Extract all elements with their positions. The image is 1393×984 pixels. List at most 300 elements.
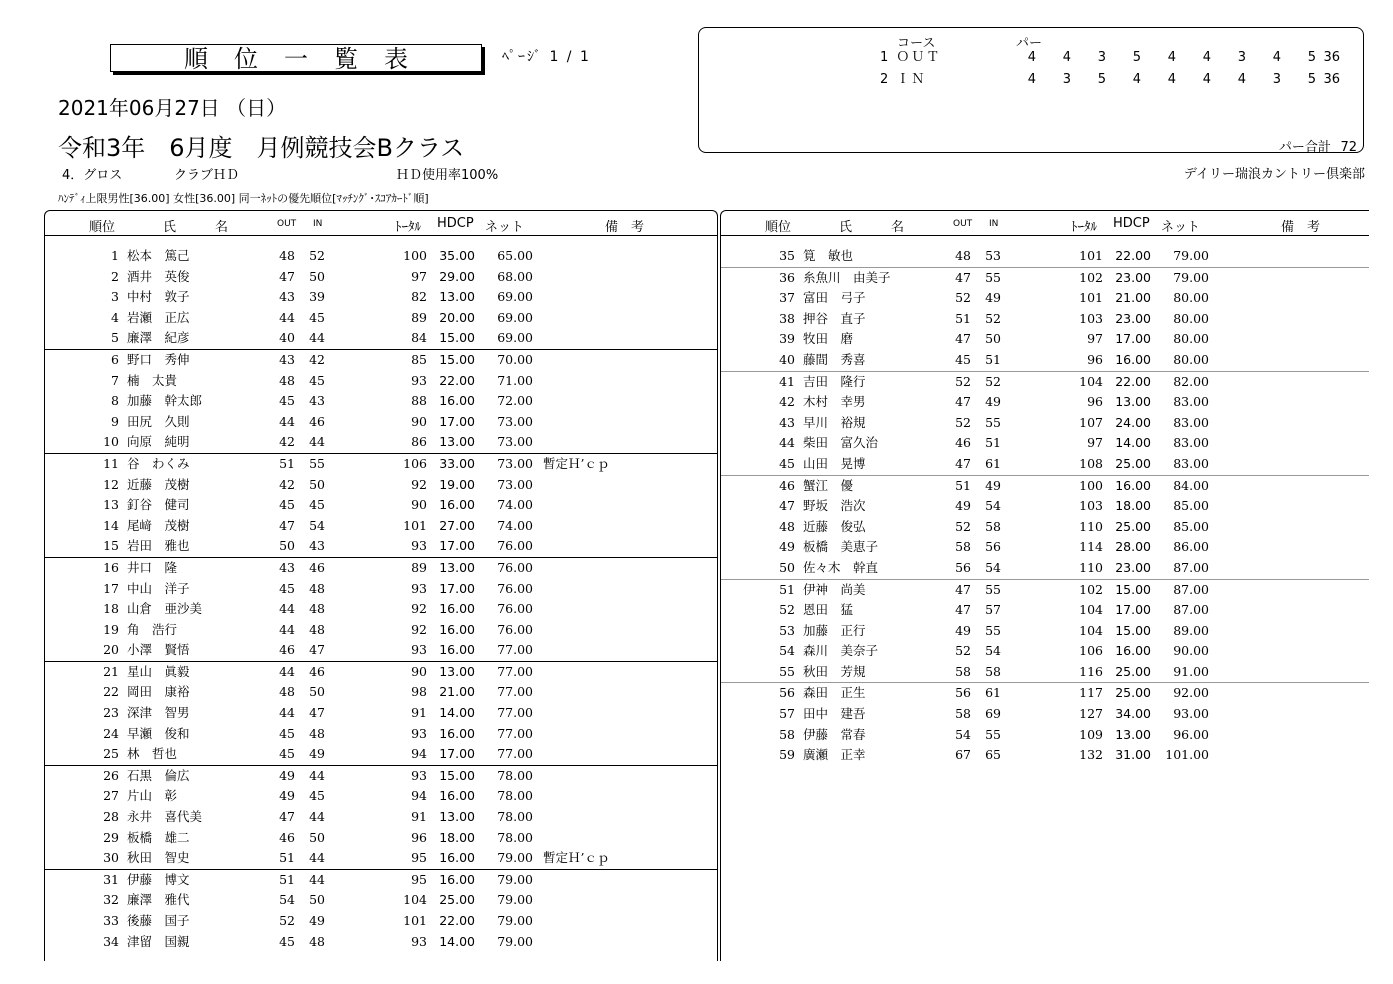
table-row	[45, 662, 717, 683]
cell-rank: 36	[779, 269, 795, 285]
header-rank: 順位	[89, 220, 116, 235]
cell-total: 100	[1079, 477, 1103, 493]
cell-total: 97	[411, 268, 427, 284]
table-row	[45, 828, 717, 849]
cell-net: 96.00	[1173, 726, 1209, 742]
cell-name: 廣瀬 正幸	[803, 747, 866, 763]
cell-net: 87.00	[1173, 581, 1209, 597]
cell-name: 恩田 猛	[803, 602, 854, 618]
cell-out: 56	[955, 685, 971, 701]
par-header: パー	[1016, 36, 1043, 51]
cell-out: 52	[279, 913, 295, 928]
cell-out: 43	[279, 351, 295, 367]
cell-name: 森田 正生	[803, 685, 866, 701]
table-row	[721, 454, 1369, 476]
cell-out: 44	[279, 601, 295, 617]
cell-name: 柴田 富久治	[803, 435, 879, 451]
cell-net: 79.00	[1173, 269, 1209, 285]
cell-out: 42	[279, 476, 295, 492]
cell-rank: 38	[779, 310, 795, 326]
table-row	[45, 558, 717, 579]
table-row	[721, 517, 1369, 538]
cell-total: 101	[403, 913, 427, 928]
cell-net: 69.00	[497, 309, 533, 325]
cell-total: 91	[411, 809, 427, 825]
cell-hdcp: 15.00	[439, 351, 475, 367]
table-row	[45, 267, 717, 288]
cell-name: 津留 国親	[127, 933, 190, 949]
cell-name: 加藤 正行	[803, 622, 866, 638]
cell-in: 44	[309, 871, 325, 887]
cell-net: 77.00	[497, 684, 533, 700]
results-table-right	[720, 210, 1369, 961]
cell-hdcp: 23.00	[1115, 310, 1151, 326]
cell-name: 小澤 賢悟	[127, 642, 190, 658]
cell-total: 93	[411, 725, 427, 741]
table-row	[721, 600, 1369, 621]
table-row	[721, 288, 1369, 309]
cell-rank: 59	[779, 747, 795, 763]
cell-total: 97	[1087, 331, 1103, 347]
cell-in: 53	[985, 248, 1001, 263]
header-name: 氏 名	[839, 220, 905, 235]
hole-par: 3	[1272, 72, 1281, 87]
cell-in: 43	[309, 393, 325, 409]
cell-out: 45	[279, 580, 295, 596]
cell-name: 秋田 智史	[127, 850, 190, 866]
cell-out: 51	[279, 850, 295, 866]
cell-out: 45	[955, 351, 971, 367]
hole-par: 5	[1097, 72, 1106, 87]
cell-out: 43	[279, 559, 295, 575]
cell-net: 77.00	[497, 705, 533, 721]
cell-name: 伊藤 博文	[127, 871, 190, 887]
cell-hdcp: 17.00	[439, 580, 475, 596]
cell-out: 51	[955, 477, 971, 493]
cell-rank: 43	[779, 414, 795, 430]
cell-in: 52	[309, 248, 325, 263]
cell-in: 56	[985, 539, 1001, 555]
cell-total: 127	[1079, 706, 1103, 722]
table-row	[721, 476, 1369, 497]
cell-name: 中村 敦子	[127, 289, 190, 305]
table-row	[721, 558, 1369, 580]
cell-name: 糸魚川 由美子	[803, 269, 891, 285]
header-net: ネット	[1161, 220, 1201, 235]
table-row	[45, 786, 717, 807]
cell-out: 46	[279, 829, 295, 845]
cell-hdcp: 16.00	[439, 788, 475, 804]
cell-net: 80.00	[1173, 331, 1209, 347]
cell-hdcp: 17.00	[1115, 602, 1151, 618]
cell-out: 44	[279, 663, 295, 679]
cell-out: 48	[955, 248, 971, 263]
cell-hdcp: 24.00	[1115, 414, 1151, 430]
cell-total: 97	[1087, 435, 1103, 451]
cell-rank: 31	[103, 871, 119, 887]
cell-hdcp: 17.00	[439, 746, 475, 762]
cell-total: 93	[411, 642, 427, 658]
cell-rank: 48	[779, 518, 795, 534]
table-row	[45, 516, 717, 537]
table-row	[721, 309, 1369, 330]
cell-total: 88	[411, 393, 427, 409]
cell-net: 78.00	[497, 809, 533, 825]
cell-out: 51	[279, 455, 295, 471]
cell-out: 52	[955, 643, 971, 659]
cell-in: 49	[985, 394, 1001, 410]
cell-hdcp: 16.00	[439, 642, 475, 658]
event-date: 2021年06月27日 （日）	[58, 96, 287, 120]
cell-name: 森川 美奈子	[803, 643, 879, 659]
cell-name: 野坂 浩次	[803, 498, 866, 514]
cell-net: 78.00	[497, 767, 533, 783]
cell-out: 47	[955, 269, 971, 285]
cell-in: 52	[985, 310, 1001, 326]
cell-hdcp: 16.00	[439, 393, 475, 409]
cell-total: 86	[411, 434, 427, 450]
cell-hdcp: 22.00	[1115, 248, 1151, 263]
table-row	[45, 682, 717, 703]
cell-in: 55	[309, 455, 325, 471]
cell-in: 44	[309, 850, 325, 866]
course-name: 2 ＩＮ	[880, 72, 927, 87]
cell-name: 田中 建吾	[803, 706, 866, 722]
cell-hdcp: 22.00	[1115, 373, 1151, 389]
cell-net: 83.00	[1173, 435, 1209, 451]
cell-rank: 55	[779, 663, 795, 679]
course-par-total: 36	[1323, 72, 1340, 87]
cell-rank: 53	[779, 622, 795, 638]
cell-rank: 30	[103, 850, 119, 866]
cell-in: 48	[309, 725, 325, 741]
cell-in: 55	[985, 581, 1001, 597]
par-total	[1279, 136, 1357, 155]
hole-par: 4	[1027, 50, 1036, 65]
cell-total: 89	[411, 309, 427, 325]
cell-total: 90	[411, 497, 427, 513]
cell-rem: 暫定Ｈ’ｃｐ	[543, 850, 610, 866]
table-row	[721, 268, 1369, 289]
cell-out: 52	[955, 518, 971, 534]
cell-hdcp: 34.00	[1115, 706, 1151, 722]
table-row	[45, 495, 717, 516]
cell-net: 77.00	[497, 725, 533, 741]
cell-rank: 57	[779, 706, 795, 722]
cell-rank: 9	[111, 413, 119, 429]
cell-out: 44	[279, 413, 295, 429]
cell-out: 44	[279, 309, 295, 325]
cell-name: 伊神 尚美	[803, 581, 866, 597]
cell-in: 54	[985, 643, 1001, 659]
cell-in: 55	[985, 269, 1001, 285]
cell-in: 55	[985, 726, 1001, 742]
cell-name: 加藤 幹太郎	[127, 393, 203, 409]
cell-name: 秋田 芳規	[803, 663, 866, 679]
cell-total: 93	[411, 767, 427, 783]
hole-par: 4	[1167, 50, 1176, 65]
cell-total: 93	[411, 538, 427, 554]
cell-rank: 24	[103, 725, 119, 741]
handicap-type: クラブＨＤ	[174, 168, 240, 183]
table-row	[45, 848, 717, 870]
cell-out: 47	[279, 517, 295, 533]
cell-out: 47	[955, 394, 971, 410]
hole-par: 4	[1202, 50, 1211, 65]
cell-total: 104	[1079, 622, 1103, 638]
cell-total: 102	[1079, 269, 1103, 285]
table-rows	[721, 246, 1369, 766]
cell-name: 廉澤 紀彦	[127, 330, 190, 346]
cell-in: 61	[985, 455, 1001, 471]
cell-in: 42	[309, 351, 325, 367]
cell-rank: 12	[103, 476, 119, 492]
cell-in: 39	[309, 289, 325, 305]
table-row	[45, 391, 717, 412]
cell-net: 69.00	[497, 289, 533, 305]
cell-in: 50	[309, 476, 325, 492]
table-row	[45, 412, 717, 433]
cell-name: 松本 篤己	[127, 248, 190, 263]
header-remarks: 備 考	[605, 220, 645, 235]
cell-total: 103	[1079, 498, 1103, 514]
cell-name: 筧 敏也	[803, 248, 854, 263]
cell-net: 91.00	[1173, 663, 1209, 679]
table-row	[721, 704, 1369, 725]
cell-hdcp: 18.00	[1115, 498, 1151, 514]
hole-par: 4	[1062, 50, 1071, 65]
cell-rank: 32	[103, 892, 119, 908]
cell-in: 50	[309, 684, 325, 700]
header-in: IN	[989, 219, 999, 229]
cell-hdcp: 21.00	[1115, 290, 1151, 306]
cell-net: 80.00	[1173, 290, 1209, 306]
table-row	[45, 744, 717, 766]
cell-in: 58	[985, 663, 1001, 679]
header-name: 氏 名	[163, 220, 229, 235]
cell-total: 116	[1079, 663, 1103, 679]
cell-out: 58	[955, 706, 971, 722]
cell-rank: 56	[779, 685, 795, 701]
cell-total: 101	[403, 517, 427, 533]
cell-name: 近藤 俊弘	[803, 518, 866, 534]
par-total-value: 72	[1340, 140, 1357, 155]
cell-name: 石黒 倫広	[127, 767, 190, 783]
cell-in: 49	[985, 290, 1001, 306]
cell-hdcp: 29.00	[439, 268, 475, 284]
cell-in: 57	[985, 602, 1001, 618]
cell-out: 49	[955, 622, 971, 638]
cell-net: 79.00	[497, 913, 533, 928]
cell-total: 132	[1079, 747, 1103, 763]
hole-par: 4	[1132, 72, 1141, 87]
cell-hdcp: 22.00	[439, 372, 475, 388]
cell-in: 47	[309, 705, 325, 721]
cell-out: 47	[955, 455, 971, 471]
cell-name: 岩田 雅也	[127, 538, 190, 554]
cell-hdcp: 16.00	[439, 871, 475, 887]
cell-name: 田尻 久則	[127, 413, 190, 429]
hole-par: 3	[1097, 50, 1106, 65]
cell-net: 80.00	[1173, 310, 1209, 326]
table-row	[45, 620, 717, 641]
par-total-label: パー合計	[1278, 140, 1331, 155]
cell-net: 77.00	[497, 746, 533, 762]
cell-out: 40	[279, 330, 295, 346]
course-par-box	[698, 27, 1364, 153]
cell-net: 79.00	[497, 871, 533, 887]
cell-name: 佐々木 幹直	[803, 559, 879, 575]
table-header	[45, 211, 717, 236]
table-row	[721, 537, 1369, 558]
cell-rank: 16	[103, 559, 119, 575]
cell-rank: 40	[779, 351, 795, 367]
cell-out: 46	[279, 642, 295, 658]
cell-net: 65.00	[497, 248, 533, 263]
cell-total: 96	[1087, 394, 1103, 410]
cell-out: 49	[279, 788, 295, 804]
table-row	[45, 308, 717, 329]
cell-out: 48	[279, 684, 295, 700]
cell-hdcp: 15.00	[439, 767, 475, 783]
cell-in: 65	[985, 747, 1001, 763]
table-row	[45, 932, 717, 953]
cell-total: 89	[411, 559, 427, 575]
cell-total: 93	[411, 580, 427, 596]
cell-hdcp: 35.00	[439, 248, 475, 263]
cell-net: 79.00	[497, 850, 533, 866]
cell-name: 藤間 秀喜	[803, 351, 866, 367]
cell-hdcp: 16.00	[439, 725, 475, 741]
hole-par: 4	[1237, 72, 1246, 87]
header-out: OUT	[277, 219, 297, 229]
cell-rank: 13	[103, 497, 119, 513]
cell-rank: 14	[103, 517, 119, 533]
cell-net: 87.00	[1173, 559, 1209, 575]
table-row	[45, 371, 717, 392]
cell-total: 104	[1079, 602, 1103, 618]
page-title: 順位一覧表	[110, 44, 482, 72]
cell-net: 76.00	[497, 559, 533, 575]
table-row	[721, 580, 1369, 601]
cell-hdcp: 25.00	[1115, 663, 1151, 679]
cell-in: 55	[985, 622, 1001, 638]
cell-net: 89.00	[1173, 622, 1209, 638]
cell-in: 45	[309, 309, 325, 325]
table-row	[45, 724, 717, 745]
cell-hdcp: 15.00	[439, 330, 475, 346]
cell-net: 74.00	[497, 497, 533, 513]
cell-name: 林 哲也	[127, 746, 178, 762]
cell-out: 67	[955, 747, 971, 763]
header-total: ﾄｰﾀﾙ	[395, 220, 421, 235]
cell-in: 46	[309, 663, 325, 679]
cell-out: 45	[279, 725, 295, 741]
table-header	[721, 211, 1369, 236]
cell-rem: 暫定Ｈ’ｃｐ	[543, 455, 610, 471]
cell-in: 54	[985, 559, 1001, 575]
cell-total: 103	[1079, 310, 1103, 326]
cell-hdcp: 16.00	[439, 621, 475, 637]
cell-name: 近藤 茂樹	[127, 476, 190, 492]
cell-out: 54	[279, 892, 295, 908]
cell-in: 50	[985, 331, 1001, 347]
course-name: 1 ＯＵＴ	[880, 50, 942, 65]
cell-net: 76.00	[497, 580, 533, 596]
cell-net: 76.00	[497, 538, 533, 554]
cell-hdcp: 13.00	[439, 289, 475, 305]
cell-in: 44	[309, 330, 325, 346]
cell-hdcp: 17.00	[1115, 331, 1151, 347]
table-row	[45, 890, 717, 911]
cell-hdcp: 14.00	[439, 705, 475, 721]
cell-net: 84.00	[1173, 477, 1209, 493]
cell-total: 102	[1079, 581, 1103, 597]
cell-in: 54	[309, 517, 325, 533]
table-row	[45, 432, 717, 454]
cell-total: 106	[1079, 643, 1103, 659]
hole-par: 4	[1027, 72, 1036, 87]
cell-in: 44	[309, 434, 325, 450]
cell-name: 早瀬 俊和	[127, 725, 190, 741]
cell-total: 110	[1079, 559, 1103, 575]
cell-in: 45	[309, 788, 325, 804]
cell-total: 110	[1079, 518, 1103, 534]
cell-in: 49	[309, 913, 325, 928]
cell-net: 82.00	[1173, 373, 1209, 389]
cell-rank: 49	[779, 539, 795, 555]
cell-in: 43	[309, 538, 325, 554]
cell-rank: 45	[779, 455, 795, 471]
cell-total: 96	[1087, 351, 1103, 367]
cell-rank: 41	[779, 373, 795, 389]
cell-rank: 27	[103, 788, 119, 804]
cell-net: 78.00	[497, 788, 533, 804]
cell-rank: 7	[111, 372, 119, 388]
cell-net: 85.00	[1173, 498, 1209, 514]
table-row	[45, 911, 717, 932]
cell-out: 47	[955, 331, 971, 347]
cell-total: 95	[411, 871, 427, 887]
cell-total: 100	[403, 248, 427, 263]
results-table-left	[44, 210, 718, 961]
cell-rank: 58	[779, 726, 795, 742]
cell-name: 向原 純明	[127, 434, 190, 450]
cell-hdcp: 13.00	[439, 434, 475, 450]
cell-hdcp: 14.00	[1115, 435, 1151, 451]
cell-name: 中山 洋子	[127, 580, 190, 596]
cell-hdcp: 20.00	[439, 309, 475, 325]
table-row	[45, 870, 717, 891]
cell-name: 富田 弓子	[803, 290, 866, 306]
cell-name: 谷 わくみ	[127, 455, 190, 471]
table-row	[45, 454, 717, 475]
cell-net: 76.00	[497, 601, 533, 617]
cell-out: 56	[955, 559, 971, 575]
cell-out: 48	[279, 248, 295, 263]
cell-net: 83.00	[1173, 455, 1209, 471]
table-row	[721, 329, 1369, 350]
cell-hdcp: 15.00	[1115, 622, 1151, 638]
cell-net: 69.00	[497, 330, 533, 346]
cell-hdcp: 25.00	[1115, 685, 1151, 701]
cell-rank: 20	[103, 642, 119, 658]
cell-rank: 25	[103, 746, 119, 762]
cell-rank: 15	[103, 538, 119, 554]
cell-out: 52	[955, 414, 971, 430]
handicap-note: ﾊﾝﾃﾞｨ上限男性[36.00] 女性[36.00] 同一ﾈｯﾄの優先順位[ﾏｯﾁﾝｸﾞ･ｽｺｱｶｰﾄﾞ順]	[58, 192, 429, 205]
cell-out: 47	[955, 581, 971, 597]
